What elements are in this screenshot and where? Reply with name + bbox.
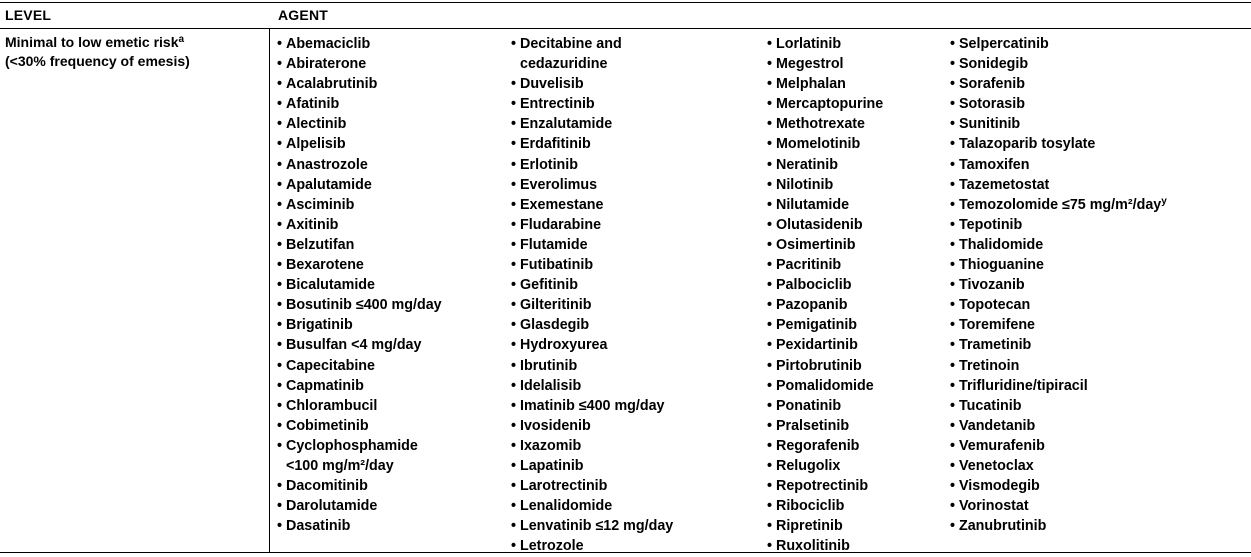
agent-name: Trifluridine/tipiracil bbox=[959, 377, 1088, 394]
agent-item bbox=[767, 315, 883, 335]
level-cell bbox=[5, 33, 267, 71]
agent-item bbox=[767, 356, 883, 376]
agent-name: Acalabrutinib bbox=[286, 76, 378, 93]
level-frequency: (<30% frequency of emesis) bbox=[5, 53, 190, 69]
agent-item bbox=[277, 496, 442, 516]
agent-item bbox=[767, 335, 883, 355]
agent-item bbox=[277, 275, 442, 295]
agent-name-continuation: <100 mg/m²/day bbox=[286, 457, 394, 474]
agent-item bbox=[767, 114, 883, 134]
agent-item bbox=[277, 215, 442, 235]
agent-name: Relugolix bbox=[776, 457, 841, 474]
agent-name: Fludarabine bbox=[520, 216, 602, 233]
agent-name: Regorafenib bbox=[776, 437, 860, 454]
agent-name: Bexarotene bbox=[286, 257, 364, 274]
agent-item bbox=[277, 74, 442, 94]
agent-column-header: AGENT bbox=[278, 7, 328, 23]
agent-item bbox=[511, 114, 673, 134]
agent-name: Tepotinib bbox=[959, 216, 1023, 233]
agent-name: Vemurafenib bbox=[959, 437, 1045, 454]
agent-item bbox=[277, 295, 442, 315]
agent-item bbox=[767, 134, 883, 154]
agent-item bbox=[511, 356, 673, 376]
agent-footnote-marker: y bbox=[1161, 195, 1167, 207]
agent-item bbox=[277, 376, 442, 396]
agent-item bbox=[767, 456, 883, 476]
agent-item bbox=[767, 436, 883, 456]
agent-item bbox=[511, 496, 673, 516]
agent-name: Chlorambucil bbox=[286, 397, 378, 414]
agent-item bbox=[277, 155, 442, 175]
agent-item bbox=[767, 255, 883, 275]
agent-item bbox=[511, 215, 673, 235]
agent-name-continuation: cedazuridine bbox=[520, 56, 608, 73]
agent-name: Darolutamide bbox=[286, 498, 378, 515]
agent-name: Palbociclib bbox=[776, 277, 852, 294]
agent-item bbox=[277, 396, 442, 416]
agent-item bbox=[767, 376, 883, 396]
agent-item bbox=[511, 195, 673, 215]
agent-name: Topotecan bbox=[959, 297, 1031, 314]
agent-item bbox=[511, 34, 673, 74]
agent-name: Bicalutamide bbox=[286, 277, 375, 294]
agent-item bbox=[950, 114, 1167, 134]
agent-name: Anastrozole bbox=[286, 156, 368, 173]
agent-item bbox=[511, 74, 673, 94]
agent-name: Axitinib bbox=[286, 216, 339, 233]
agent-item bbox=[950, 396, 1167, 416]
agent-name: Flutamide bbox=[520, 236, 588, 253]
agent-name: Vandetanib bbox=[959, 417, 1036, 434]
agent-name: Capecitabine bbox=[286, 357, 375, 374]
agent-item bbox=[950, 275, 1167, 295]
agent-name: Tretinoin bbox=[959, 357, 1020, 374]
agent-name: Ripretinib bbox=[776, 518, 843, 535]
agent-name: Tucatinib bbox=[959, 397, 1022, 414]
agent-name: Osimertinib bbox=[776, 236, 856, 253]
agent-name: Abemaciclib bbox=[286, 36, 371, 52]
agent-item bbox=[277, 476, 442, 496]
agent-name: Ribociclib bbox=[776, 498, 845, 515]
agent-item bbox=[950, 34, 1167, 54]
agent-item bbox=[767, 94, 883, 114]
agent-item bbox=[277, 436, 442, 476]
agent-name: Erlotinib bbox=[520, 156, 578, 173]
agent-item bbox=[277, 134, 442, 154]
agent-item bbox=[950, 175, 1167, 195]
agent-name: Talazoparib tosylate bbox=[959, 136, 1096, 153]
agent-name: Asciminib bbox=[286, 196, 355, 213]
agent-item bbox=[511, 436, 673, 456]
agent-item bbox=[767, 295, 883, 315]
agent-item bbox=[767, 235, 883, 255]
agent-item bbox=[950, 295, 1167, 315]
agent-name: Repotrectinib bbox=[776, 478, 869, 495]
agent-item bbox=[277, 416, 442, 436]
agent-name: Capmatinib bbox=[286, 377, 364, 394]
agent-name: Pemigatinib bbox=[776, 317, 858, 334]
agent-item bbox=[767, 54, 883, 74]
agent-name: Futibatinib bbox=[520, 257, 594, 274]
agent-item bbox=[277, 356, 442, 376]
agent-item bbox=[767, 496, 883, 516]
agent-name: Alectinib bbox=[286, 116, 347, 133]
agent-item bbox=[950, 94, 1167, 114]
agent-name: Momelotinib bbox=[776, 136, 861, 153]
agent-name: Thioguanine bbox=[959, 257, 1044, 274]
agent-name: Alpelisib bbox=[286, 136, 346, 153]
agent-name: Everolimus bbox=[520, 176, 598, 193]
agent-item bbox=[767, 175, 883, 195]
agent-item bbox=[767, 516, 883, 536]
agent-item bbox=[511, 416, 673, 436]
agent-item bbox=[277, 175, 442, 195]
agent-item bbox=[277, 195, 442, 215]
agent-name: Entrectinib bbox=[520, 96, 595, 113]
agent-item bbox=[950, 376, 1167, 396]
agent-name: Dasatinib bbox=[286, 518, 351, 535]
agent-item bbox=[950, 335, 1167, 355]
agent-item bbox=[767, 155, 883, 175]
agent-name: Imatinib ≤400 mg/day bbox=[520, 397, 665, 414]
agent-name: Pazopanib bbox=[776, 297, 848, 314]
agent-name: Glasdegib bbox=[520, 317, 590, 334]
agent-item bbox=[950, 456, 1167, 476]
agent-name: Sunitinib bbox=[959, 116, 1021, 133]
agent-item bbox=[511, 295, 673, 315]
agent-column-1 bbox=[277, 34, 442, 536]
agent-item bbox=[950, 155, 1167, 175]
agent-item bbox=[511, 396, 673, 416]
agent-name: Tivozanib bbox=[959, 277, 1025, 294]
agent-item bbox=[277, 114, 442, 134]
level-column-header: LEVEL bbox=[5, 7, 52, 23]
agent-name: Pexidartinib bbox=[776, 337, 858, 354]
agent-item bbox=[277, 235, 442, 255]
agent-item bbox=[950, 496, 1167, 516]
agent-name: Busulfan <4 mg/day bbox=[286, 337, 422, 354]
agent-item bbox=[511, 476, 673, 496]
agent-name: Pralsetinib bbox=[776, 417, 850, 434]
agent-name: Lenalidomide bbox=[520, 498, 613, 515]
agent-item bbox=[767, 34, 883, 54]
agent-name: Melphalan bbox=[776, 76, 846, 93]
agent-name: Sorafenib bbox=[959, 76, 1025, 93]
agent-name: Duvelisib bbox=[520, 76, 584, 93]
agent-item bbox=[950, 356, 1167, 376]
agent-item bbox=[767, 416, 883, 436]
agent-item bbox=[277, 255, 442, 275]
agent-name: Decitabine and bbox=[520, 36, 622, 52]
agent-name: Lenvatinib ≤12 mg/day bbox=[520, 518, 674, 535]
agent-item bbox=[950, 74, 1167, 94]
agent-item bbox=[277, 54, 442, 74]
agent-item bbox=[511, 255, 673, 275]
agent-name: Pirtobrutinib bbox=[776, 357, 862, 374]
agent-name: Ivosidenib bbox=[520, 417, 591, 434]
column-divider bbox=[269, 28, 270, 552]
agent-item bbox=[950, 315, 1167, 335]
agent-name: Ponatinib bbox=[776, 397, 842, 414]
agent-name: Exemestane bbox=[520, 196, 604, 213]
agent-name: Erdafitinib bbox=[520, 136, 591, 153]
agent-name: Vismodegib bbox=[959, 478, 1040, 495]
agent-item bbox=[950, 476, 1167, 496]
agent-name: Bosutinib ≤400 mg/day bbox=[286, 297, 442, 314]
agent-name: Trametinib bbox=[959, 337, 1032, 354]
agent-name: Dacomitinib bbox=[286, 478, 368, 495]
agent-item bbox=[511, 315, 673, 335]
agent-item bbox=[950, 436, 1167, 456]
agent-name: Afatinib bbox=[286, 96, 340, 113]
agent-name: Belzutifan bbox=[286, 236, 355, 253]
agent-name: Abiraterone bbox=[286, 56, 367, 73]
agent-item bbox=[511, 456, 673, 476]
agent-name: Enzalutamide bbox=[520, 116, 613, 133]
agent-item bbox=[277, 94, 442, 114]
agent-column-2 bbox=[511, 34, 673, 556]
agent-name: Ibrutinib bbox=[520, 357, 578, 374]
agent-item bbox=[767, 74, 883, 94]
agent-item bbox=[767, 396, 883, 416]
agent-item bbox=[277, 335, 442, 355]
agent-item bbox=[767, 195, 883, 215]
agent-name: Temozolomide ≤75 mg/m²/day bbox=[959, 196, 1162, 213]
agent-item bbox=[950, 54, 1167, 74]
agent-name: Brigatinib bbox=[286, 317, 353, 334]
agent-item bbox=[767, 536, 883, 556]
table-header-rule bbox=[0, 28, 1251, 29]
agent-name: Hydroxyurea bbox=[520, 337, 608, 354]
agent-name: Thalidomide bbox=[959, 236, 1044, 253]
agent-column-3 bbox=[767, 34, 883, 556]
agent-name: Nilotinib bbox=[776, 176, 834, 193]
agent-name: Megestrol bbox=[776, 56, 844, 73]
agent-name: Cyclophosphamide bbox=[286, 437, 418, 454]
agent-item bbox=[950, 195, 1167, 215]
agent-name: Tamoxifen bbox=[959, 156, 1030, 173]
agent-name: Apalutamide bbox=[286, 176, 372, 193]
agent-name: Idelalisib bbox=[520, 377, 582, 394]
agent-item bbox=[511, 536, 673, 556]
agent-item bbox=[511, 516, 673, 536]
agent-item bbox=[277, 315, 442, 335]
agent-name: Olutasidenib bbox=[776, 216, 863, 233]
agent-name: Selpercatinib bbox=[959, 36, 1049, 52]
agent-item bbox=[950, 134, 1167, 154]
agent-item bbox=[277, 516, 442, 536]
agent-name: Gilteritinib bbox=[520, 297, 592, 314]
agent-item bbox=[511, 335, 673, 355]
agent-item bbox=[950, 215, 1167, 235]
agent-name: Sotorasib bbox=[959, 96, 1025, 113]
agent-column-4 bbox=[950, 34, 1167, 536]
agent-item bbox=[277, 34, 442, 54]
agent-name: Mercaptopurine bbox=[776, 96, 884, 113]
agent-name: Lapatinib bbox=[520, 457, 584, 474]
level-label: Minimal to low emetic risk bbox=[5, 34, 179, 50]
agent-item bbox=[511, 376, 673, 396]
agent-item bbox=[767, 215, 883, 235]
agent-item bbox=[950, 235, 1167, 255]
agent-name: Letrozole bbox=[520, 538, 584, 555]
agent-name: Toremifene bbox=[959, 317, 1036, 334]
agent-item bbox=[511, 175, 673, 195]
level-footnote-marker: a bbox=[178, 34, 185, 45]
agent-item bbox=[767, 275, 883, 295]
agent-item bbox=[950, 516, 1167, 536]
agent-name: Larotrectinib bbox=[520, 478, 608, 495]
agent-name: Vorinostat bbox=[959, 498, 1029, 515]
agent-name: Zanubrutinib bbox=[959, 518, 1047, 535]
agent-item bbox=[511, 94, 673, 114]
agent-name: Ixazomib bbox=[520, 437, 582, 454]
agent-name: Cobimetinib bbox=[286, 417, 369, 434]
agent-name: Lorlatinib bbox=[776, 36, 842, 52]
agent-name: Methotrexate bbox=[776, 116, 865, 133]
agent-name: Nilutamide bbox=[776, 196, 850, 213]
agent-item bbox=[511, 155, 673, 175]
table-top-rule bbox=[0, 2, 1251, 3]
agent-item bbox=[950, 255, 1167, 275]
agent-item bbox=[511, 134, 673, 154]
agent-name: Venetoclax bbox=[959, 457, 1034, 474]
agent-name: Pomalidomide bbox=[776, 377, 874, 394]
agent-item bbox=[511, 235, 673, 255]
agent-item bbox=[767, 476, 883, 496]
agent-name: Sonidegib bbox=[959, 56, 1029, 73]
agent-item bbox=[950, 416, 1167, 436]
agent-name: Tazemetostat bbox=[959, 176, 1050, 193]
agent-item bbox=[511, 275, 673, 295]
agent-name: Neratinib bbox=[776, 156, 838, 173]
agent-name: Gefitinib bbox=[520, 277, 578, 294]
agent-name: Pacritinib bbox=[776, 257, 842, 274]
agent-name: Ruxolitinib bbox=[776, 538, 850, 555]
